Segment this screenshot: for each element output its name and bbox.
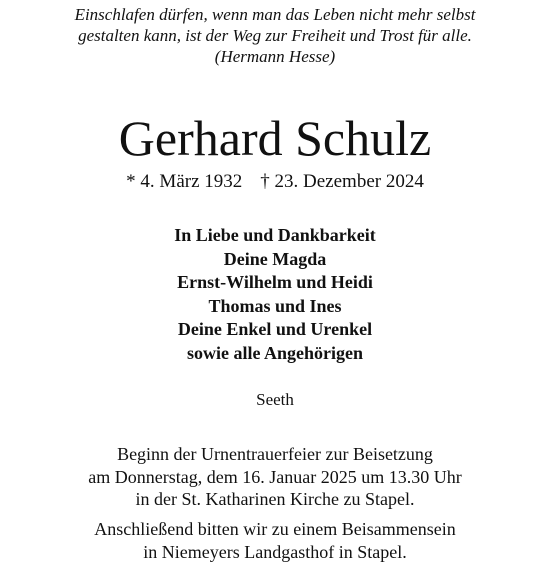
life-dates <box>0 170 550 194</box>
mourners-line: Deine Enkel und Urenkel <box>177 319 373 339</box>
ceremony-info <box>0 443 550 511</box>
reception-info <box>0 518 550 563</box>
mourners-line: Deine Magda <box>223 248 327 269</box>
ceremony-line: Beginn der Urnentrauerfeier zur Beisetzung <box>117 444 433 464</box>
quote-block <box>0 4 550 67</box>
place-name: Seeth <box>256 390 294 409</box>
ceremony-line: in der St. Katharinen Kirche zu Stapel. <box>135 489 415 509</box>
quote-line: Einschlafen dürfen, wenn man das Leben nicht mehr selbst <box>74 5 476 24</box>
birth-date: * 4. März 1932 <box>126 171 243 192</box>
reception-line: in Niemeyers Landgasthof in Stapel. <box>143 541 407 562</box>
ceremony-line: am Donnerstag, dem 16. Januar 2025 um 13.30 Uhr <box>88 466 462 487</box>
mourners-block <box>0 224 550 365</box>
mourners-line: Ernst-Wilhelm und Heidi <box>177 272 373 292</box>
mourners-line: In Liebe und Dankbarkeit <box>174 225 376 245</box>
mourners-line: sowie alle Angehörigen <box>187 342 363 363</box>
reception-line: Anschließend bitten wir zu einem Beisammensein <box>94 519 456 539</box>
death-date: † 23. Dezember 2024 <box>260 171 424 192</box>
mourners-line: Thomas und Ines <box>208 295 342 316</box>
quote-author: (Hermann Hesse) <box>214 47 336 66</box>
quote-line: gestalten kann, ist der Weg zur Freiheit und Trost für alle. <box>78 26 472 45</box>
deceased-name: Gerhard Schulz <box>118 110 432 166</box>
